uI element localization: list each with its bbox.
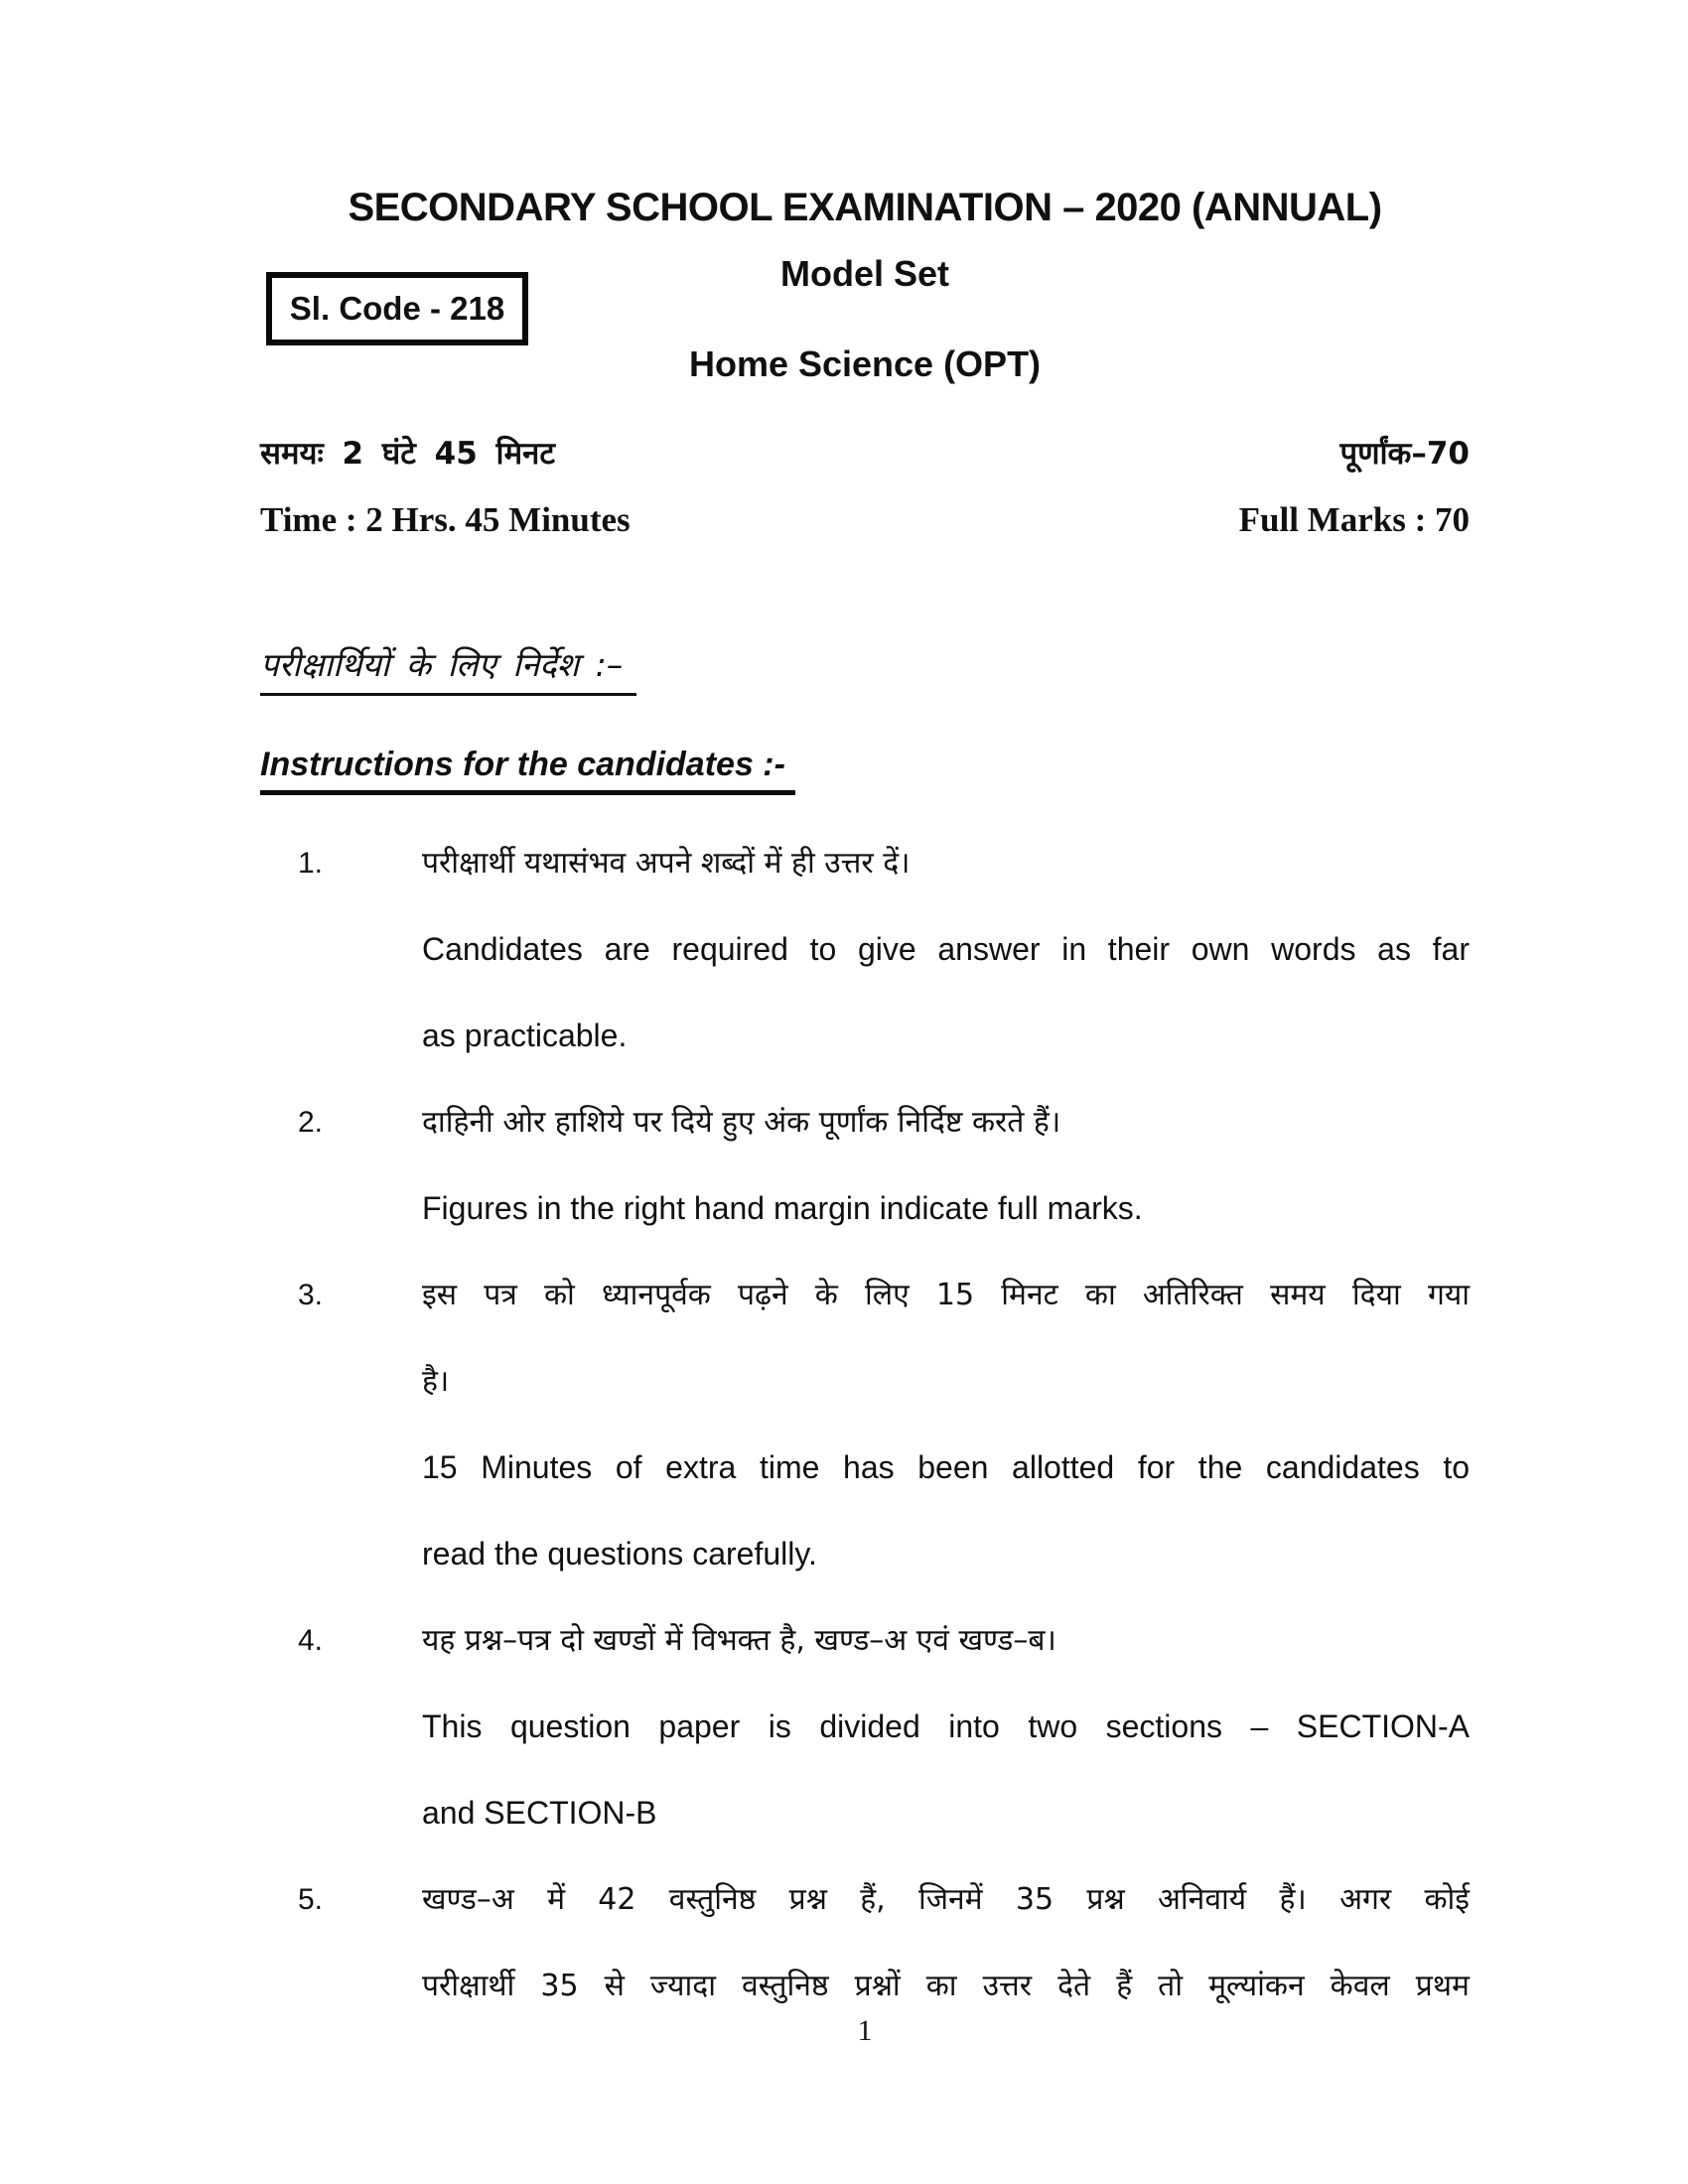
- model-set-subtitle: Model Set: [779, 253, 949, 294]
- instruction-text: दाहिनी ओर हाशिये पर दिये हुए अंक पूर्णांक निर्दिष्ट करते हैं।: [422, 1105, 1061, 1140]
- instruction-number: 1.: [298, 847, 324, 880]
- instruction-line: [260, 1770, 1470, 1856]
- instructions-heading-english: Instructions for the candidates :-: [260, 745, 795, 795]
- instruction-text: है।: [422, 1364, 450, 1399]
- subject-title: Home Science (OPT): [688, 343, 1042, 384]
- instruction-line: [260, 820, 1470, 906]
- instruction-number: 2.: [298, 1106, 324, 1139]
- instruction-text: This question paper is divided into two sections – SECTION-A: [422, 1708, 1470, 1744]
- instruction-text: परीक्षार्थी 35 से ज्यादा वस्तुनिष्ठ प्रश्नों का उत्तर देते हैं तो मूल्यांकन केवल प्रथम: [422, 1969, 1470, 2003]
- sl-code-box: [266, 272, 528, 345]
- meta-row-english: [260, 497, 1470, 543]
- time-allowed-english: Time : 2 Hrs. 45 Minutes: [260, 500, 631, 539]
- instruction-text: इस पत्र को ध्यानपूर्वक पढ़ने के लिए 15 मिनट का अतिरिक्त समय दिया गया: [422, 1278, 1470, 1312]
- instruction-line: [260, 993, 1470, 1079]
- instruction-text: यह प्रश्न–पत्र दो खण्डों में विभक्त है, खण्ड–अ एवं खण्ड–ब।: [422, 1623, 1056, 1658]
- instruction-text: and SECTION-B: [422, 1795, 657, 1831]
- meta-row-hindi: [260, 431, 1470, 477]
- sl-code-label: Sl. Code - 218: [289, 290, 505, 327]
- instruction-line: [260, 1252, 1470, 1338]
- instructions-heading-hindi: परीक्षार्थियों के लिए निर्देश :–: [260, 643, 636, 696]
- instruction-text: Candidates are required to give answer in their own words as far: [422, 931, 1470, 967]
- full-marks-english: Full Marks : 70: [1238, 500, 1470, 539]
- instructions-list: [260, 820, 1470, 2029]
- instruction-text: खण्ड–अ में 42 वस्तुनिष्ठ प्रश्न हैं, जिनमें 35 प्रश्न अनिवार्य हैं। अगर कोई: [422, 1882, 1470, 1917]
- instruction-number: 4.: [298, 1624, 324, 1657]
- instruction-number: 5.: [298, 1883, 324, 1916]
- instruction-line: [260, 1511, 1470, 1597]
- instruction-line: [260, 906, 1470, 993]
- instruction-line: [260, 1425, 1470, 1511]
- instruction-line: [260, 1079, 1470, 1165]
- instruction-text: as practicable.: [422, 1018, 628, 1053]
- instruction-number: 3.: [298, 1279, 324, 1311]
- instruction-line: [260, 1856, 1470, 1943]
- full-marks-hindi: पूर्णांक–70: [1339, 436, 1470, 472]
- page-title: SECONDARY SCHOOL EXAMINATION – 2020 (ANNUAL): [348, 186, 1382, 229]
- instruction-text: Figures in the right hand margin indicate full marks.: [422, 1190, 1143, 1226]
- instruction-line: [260, 1597, 1470, 1684]
- time-allowed-hindi: समयः 2 घंटे 45 मिनट: [260, 436, 555, 472]
- instruction-line: [260, 1684, 1470, 1770]
- instruction-text: परीक्षार्थी यथासंभव अपने शब्दों में ही उत्तर दें।: [422, 846, 911, 881]
- page-number: 1: [857, 2014, 873, 2047]
- instruction-line: [260, 1338, 1470, 1425]
- instruction-line: [260, 1165, 1470, 1252]
- instruction-text: 15 Minutes of extra time has been allotted for the candidates to: [422, 1449, 1470, 1485]
- instruction-text: read the questions carefully.: [422, 1536, 817, 1571]
